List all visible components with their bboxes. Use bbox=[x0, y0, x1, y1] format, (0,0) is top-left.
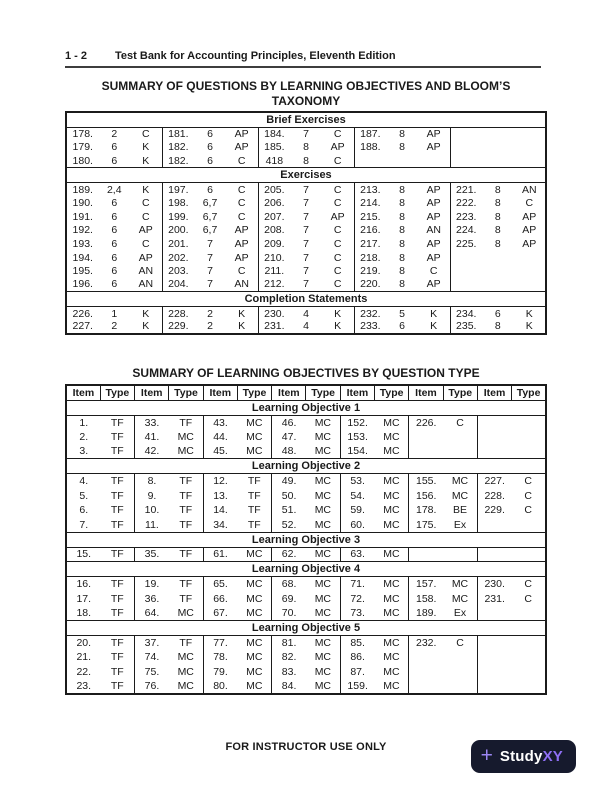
item-type-cell: 86. MC bbox=[340, 650, 409, 665]
item-type-cell: 36. TF bbox=[135, 591, 204, 606]
empty-cell bbox=[409, 650, 478, 665]
item-type-cell: 61. MC bbox=[203, 547, 272, 562]
table-row bbox=[66, 320, 546, 334]
objective-row bbox=[66, 562, 546, 577]
empty-cell bbox=[477, 650, 546, 665]
empty-cell bbox=[450, 127, 546, 141]
question-cell: 224. 8 AP bbox=[450, 224, 546, 238]
empty-cell bbox=[477, 415, 546, 430]
empty-cell bbox=[354, 154, 450, 168]
table-row bbox=[66, 278, 546, 292]
question-cell: 227. 2 K bbox=[66, 320, 162, 334]
item-type-cell: 78. MC bbox=[203, 650, 272, 665]
item-type-cell: 155. MC bbox=[409, 474, 478, 489]
question-cell: 234. 6 K bbox=[450, 307, 546, 321]
item-type-cell: 53. MC bbox=[340, 474, 409, 489]
table-row bbox=[66, 430, 546, 445]
question-cell: 235. 8 K bbox=[450, 320, 546, 334]
item-type-cell: 70. MC bbox=[272, 606, 341, 621]
table-row bbox=[66, 488, 546, 503]
column-header: Item bbox=[477, 385, 511, 400]
table-row bbox=[66, 679, 546, 694]
item-type-cell: 44. MC bbox=[203, 430, 272, 445]
question-cell: 190. 6 C bbox=[66, 196, 162, 210]
question-cell: 217. 8 AP bbox=[354, 237, 450, 251]
item-type-cell: 85. MC bbox=[340, 636, 409, 651]
question-cell: 201. 7 AP bbox=[162, 237, 258, 251]
question-cell: 191. 6 C bbox=[66, 210, 162, 224]
item-type-cell: 71. MC bbox=[340, 577, 409, 592]
item-type-cell: 189. Ex bbox=[409, 606, 478, 621]
table-row bbox=[66, 237, 546, 251]
question-cell: 212. 7 C bbox=[258, 278, 354, 292]
item-type-cell: 18. TF bbox=[66, 606, 135, 621]
item-type-cell: 178. BE bbox=[409, 503, 478, 518]
item-type-cell: 156. MC bbox=[409, 488, 478, 503]
item-type-cell: 82. MC bbox=[272, 650, 341, 665]
plus-icon: + bbox=[480, 744, 493, 767]
table-row bbox=[66, 141, 546, 155]
item-type-cell: 80. MC bbox=[203, 679, 272, 694]
column-header: Item bbox=[203, 385, 237, 400]
item-type-cell: 52. MC bbox=[272, 518, 341, 533]
item-type-cell: 84. MC bbox=[272, 679, 341, 694]
objective-header: Learning Objective 1 bbox=[66, 400, 546, 415]
question-cell: 226. 1 K bbox=[66, 307, 162, 321]
table-row bbox=[66, 577, 546, 592]
item-type-cell: 77. MC bbox=[203, 636, 272, 651]
column-header: Type bbox=[169, 385, 203, 400]
objective-row bbox=[66, 532, 546, 547]
column-header: Item bbox=[409, 385, 443, 400]
item-type-cell: 159. MC bbox=[340, 679, 409, 694]
empty-cell bbox=[450, 154, 546, 168]
objectives-by-type-table bbox=[65, 384, 547, 695]
objective-header: Learning Objective 2 bbox=[66, 459, 546, 474]
question-cell: 184. 7 C bbox=[258, 127, 354, 141]
column-header: Type bbox=[375, 385, 409, 400]
item-type-cell: 73. MC bbox=[340, 606, 409, 621]
item-type-cell: 51. MC bbox=[272, 503, 341, 518]
question-cell: 210. 7 C bbox=[258, 251, 354, 265]
question-cell: 206. 7 C bbox=[258, 196, 354, 210]
section-row bbox=[66, 168, 546, 183]
empty-cell bbox=[477, 665, 546, 680]
item-type-cell: 8. TF bbox=[135, 474, 204, 489]
bloom-taxonomy-table bbox=[65, 111, 547, 335]
question-cell: 222. 8 C bbox=[450, 196, 546, 210]
type-summary-title: SUMMARY OF LEARNING OBJECTIVES BY QUESTION TYPE bbox=[132, 366, 480, 380]
empty-cell bbox=[477, 606, 546, 621]
empty-cell bbox=[477, 679, 546, 694]
studyxy-logo bbox=[471, 740, 576, 773]
item-type-cell: 15. TF bbox=[66, 547, 135, 562]
item-type-cell: 228. C bbox=[477, 488, 546, 503]
question-cell: 229. 2 K bbox=[162, 320, 258, 334]
item-type-cell: 227. C bbox=[477, 474, 546, 489]
question-cell: 188. 8 AP bbox=[354, 141, 450, 155]
question-cell: 178. 2 C bbox=[66, 127, 162, 141]
item-type-cell: 76. MC bbox=[135, 679, 204, 694]
table-row bbox=[66, 307, 546, 321]
item-type-cell: 46. MC bbox=[272, 415, 341, 430]
empty-cell bbox=[450, 141, 546, 155]
question-cell: 213. 8 AP bbox=[354, 183, 450, 197]
item-type-cell: 152. MC bbox=[340, 415, 409, 430]
table-row bbox=[66, 636, 546, 651]
item-type-cell: 48. MC bbox=[272, 444, 341, 459]
objective-row bbox=[66, 400, 546, 415]
question-cell: 205. 7 C bbox=[258, 183, 354, 197]
logo-text-accent: XY bbox=[542, 748, 563, 765]
item-type-cell: 81. MC bbox=[272, 636, 341, 651]
item-type-cell: 69. MC bbox=[272, 591, 341, 606]
column-header: Item bbox=[272, 385, 306, 400]
table-row bbox=[66, 127, 546, 141]
section-row bbox=[66, 112, 546, 127]
item-type-cell: 75. MC bbox=[135, 665, 204, 680]
table-row bbox=[66, 444, 546, 459]
question-cell: 228. 2 K bbox=[162, 307, 258, 321]
item-type-cell: 72. MC bbox=[340, 591, 409, 606]
empty-cell bbox=[477, 547, 546, 562]
question-cell: 193. 6 C bbox=[66, 237, 162, 251]
empty-cell bbox=[409, 430, 478, 445]
column-header: Type bbox=[512, 385, 546, 400]
empty-cell bbox=[450, 264, 546, 278]
table-row bbox=[66, 196, 546, 210]
question-cell: 194. 6 AP bbox=[66, 251, 162, 265]
item-type-cell: 231. C bbox=[477, 591, 546, 606]
question-cell: 187. 8 AP bbox=[354, 127, 450, 141]
question-cell: 182. 6 C bbox=[162, 154, 258, 168]
question-cell: 218. 8 AP bbox=[354, 251, 450, 265]
question-cell: 199. 6,7 C bbox=[162, 210, 258, 224]
item-type-cell: 13. TF bbox=[203, 488, 272, 503]
item-type-cell: 43. MC bbox=[203, 415, 272, 430]
question-cell: 182. 6 AP bbox=[162, 141, 258, 155]
empty-cell bbox=[409, 444, 478, 459]
question-cell: 204. 7 AN bbox=[162, 278, 258, 292]
question-cell: 215. 8 AP bbox=[354, 210, 450, 224]
question-cell: 198. 6,7 C bbox=[162, 196, 258, 210]
item-type-cell: 37. TF bbox=[135, 636, 204, 651]
table-row bbox=[66, 224, 546, 238]
item-type-cell: 65. MC bbox=[203, 577, 272, 592]
item-type-cell: 42. MC bbox=[135, 444, 204, 459]
item-type-cell: 64. MC bbox=[135, 606, 204, 621]
table-row bbox=[66, 665, 546, 680]
bloom-summary-title-line1: SUMMARY OF QUESTIONS BY LEARNING OBJECTIVES AND BLOOM’S bbox=[101, 79, 511, 93]
item-type-cell: 22. TF bbox=[66, 665, 135, 680]
question-cell: 200. 6,7 AP bbox=[162, 224, 258, 238]
item-type-cell: 230. C bbox=[477, 577, 546, 592]
item-type-cell: 175. Ex bbox=[409, 518, 478, 533]
question-cell: 233. 6 K bbox=[354, 320, 450, 334]
column-header: Type bbox=[443, 385, 477, 400]
question-cell: 232. 5 K bbox=[354, 307, 450, 321]
question-cell: 181. 6 AP bbox=[162, 127, 258, 141]
book-title: Test Bank for Accounting Principles, Eleventh Edition bbox=[115, 50, 396, 62]
footer-notice: FOR INSTRUCTOR USE ONLY bbox=[225, 741, 387, 753]
item-type-cell: 67. MC bbox=[203, 606, 272, 621]
item-type-cell: 54. MC bbox=[340, 488, 409, 503]
item-type-cell: 83. MC bbox=[272, 665, 341, 680]
question-cell: 185. 8 AP bbox=[258, 141, 354, 155]
question-cell: 202. 7 AP bbox=[162, 251, 258, 265]
question-cell: 225. 8 AP bbox=[450, 237, 546, 251]
item-type-cell: 50. MC bbox=[272, 488, 341, 503]
column-header: Type bbox=[306, 385, 340, 400]
section-header: Brief Exercises bbox=[66, 112, 546, 127]
empty-cell bbox=[409, 547, 478, 562]
item-type-cell: 60. MC bbox=[340, 518, 409, 533]
logo-text-main: Study bbox=[499, 748, 543, 765]
empty-cell bbox=[450, 278, 546, 292]
question-cell: 189. 2,4 K bbox=[66, 183, 162, 197]
item-type-cell: 41. MC bbox=[135, 430, 204, 445]
item-type-cell: 68. MC bbox=[272, 577, 341, 592]
table-row bbox=[66, 606, 546, 621]
item-type-cell: 4. TF bbox=[66, 474, 135, 489]
question-cell: 220. 8 AP bbox=[354, 278, 450, 292]
section-header: Completion Statements bbox=[66, 292, 546, 307]
item-type-cell: 11. TF bbox=[135, 518, 204, 533]
item-type-cell: 157. MC bbox=[409, 577, 478, 592]
question-cell: 223. 8 AP bbox=[450, 210, 546, 224]
item-type-cell: 2. TF bbox=[66, 430, 135, 445]
item-type-cell: 63. MC bbox=[340, 547, 409, 562]
item-type-cell: 6. TF bbox=[66, 503, 135, 518]
page-header bbox=[65, 50, 541, 68]
item-type-cell: 79. MC bbox=[203, 665, 272, 680]
table-row bbox=[66, 183, 546, 197]
column-header-row bbox=[66, 385, 546, 400]
item-type-cell: 5. TF bbox=[66, 488, 135, 503]
objective-header: Learning Objective 3 bbox=[66, 532, 546, 547]
question-cell: 231. 4 K bbox=[258, 320, 354, 334]
empty-cell bbox=[409, 679, 478, 694]
empty-cell bbox=[477, 430, 546, 445]
empty-cell bbox=[477, 444, 546, 459]
question-cell: 192. 6 AP bbox=[66, 224, 162, 238]
item-type-cell: 87. MC bbox=[340, 665, 409, 680]
section-row bbox=[66, 292, 546, 307]
item-type-cell: 10. TF bbox=[135, 503, 204, 518]
empty-cell bbox=[450, 251, 546, 265]
item-type-cell: 66. MC bbox=[203, 591, 272, 606]
item-type-cell: 1. TF bbox=[66, 415, 135, 430]
item-type-cell: 3. TF bbox=[66, 444, 135, 459]
column-header: Type bbox=[237, 385, 271, 400]
table-row bbox=[66, 518, 546, 533]
objective-row bbox=[66, 621, 546, 636]
item-type-cell: 14. TF bbox=[203, 503, 272, 518]
bloom-summary-title-line2: TAXONOMY bbox=[271, 93, 341, 108]
table-row bbox=[66, 591, 546, 606]
item-type-cell: 20. TF bbox=[66, 636, 135, 651]
column-header: Item bbox=[340, 385, 374, 400]
item-type-cell: 232. C bbox=[409, 636, 478, 651]
question-cell: 214. 8 AP bbox=[354, 196, 450, 210]
item-type-cell: 17. TF bbox=[66, 591, 135, 606]
item-type-cell: 158. MC bbox=[409, 591, 478, 606]
empty-cell bbox=[477, 518, 546, 533]
item-type-cell: 229. C bbox=[477, 503, 546, 518]
table-row bbox=[66, 650, 546, 665]
page-number: 1 - 2 bbox=[65, 50, 88, 62]
objective-row bbox=[66, 459, 546, 474]
question-cell: 179. 6 K bbox=[66, 141, 162, 155]
question-cell: 219. 8 C bbox=[354, 264, 450, 278]
table-row bbox=[66, 503, 546, 518]
question-cell: 209. 7 C bbox=[258, 237, 354, 251]
question-cell: 197. 6 C bbox=[162, 183, 258, 197]
objective-header: Learning Objective 4 bbox=[66, 562, 546, 577]
item-type-cell: 153. MC bbox=[340, 430, 409, 445]
item-type-cell: 154. MC bbox=[340, 444, 409, 459]
column-header: Item bbox=[66, 385, 100, 400]
item-type-cell: 7. TF bbox=[66, 518, 135, 533]
section-header: Exercises bbox=[66, 168, 546, 183]
table-row bbox=[66, 154, 546, 168]
item-type-cell: 47. MC bbox=[272, 430, 341, 445]
item-type-cell: 59. MC bbox=[340, 503, 409, 518]
question-cell: 195. 6 AN bbox=[66, 264, 162, 278]
item-type-cell: 21. TF bbox=[66, 650, 135, 665]
item-type-cell: 45. MC bbox=[203, 444, 272, 459]
item-type-cell: 9. TF bbox=[135, 488, 204, 503]
item-type-cell: 49. MC bbox=[272, 474, 341, 489]
table-row bbox=[66, 210, 546, 224]
empty-cell bbox=[409, 665, 478, 680]
item-type-cell: 19. TF bbox=[135, 577, 204, 592]
question-cell: 196. 6 AN bbox=[66, 278, 162, 292]
question-cell: 211. 7 C bbox=[258, 264, 354, 278]
question-cell: 180. 6 K bbox=[66, 154, 162, 168]
question-cell: 216. 8 AN bbox=[354, 224, 450, 238]
item-type-cell: 16. TF bbox=[66, 577, 135, 592]
question-cell: 207. 7 AP bbox=[258, 210, 354, 224]
empty-cell bbox=[477, 636, 546, 651]
table-row bbox=[66, 251, 546, 265]
item-type-cell: 34. TF bbox=[203, 518, 272, 533]
objective-header: Learning Objective 5 bbox=[66, 621, 546, 636]
table-row bbox=[66, 474, 546, 489]
item-type-cell: 62. MC bbox=[272, 547, 341, 562]
question-cell: 203. 7 C bbox=[162, 264, 258, 278]
question-cell: 418 8 C bbox=[258, 154, 354, 168]
question-cell: 208. 7 C bbox=[258, 224, 354, 238]
bloom-summary-title bbox=[0, 79, 612, 108]
item-type-cell: 226. C bbox=[409, 415, 478, 430]
table-row bbox=[66, 415, 546, 430]
item-type-cell: 74. MC bbox=[135, 650, 204, 665]
item-type-cell: 35. TF bbox=[135, 547, 204, 562]
item-type-cell: 12. TF bbox=[203, 474, 272, 489]
question-cell: 221. 8 AN bbox=[450, 183, 546, 197]
item-type-cell: 33. TF bbox=[135, 415, 204, 430]
item-type-cell: 23. TF bbox=[66, 679, 135, 694]
question-cell: 230. 4 K bbox=[258, 307, 354, 321]
table-row bbox=[66, 264, 546, 278]
table-row bbox=[66, 547, 546, 562]
column-header: Item bbox=[135, 385, 169, 400]
column-header: Type bbox=[100, 385, 134, 400]
